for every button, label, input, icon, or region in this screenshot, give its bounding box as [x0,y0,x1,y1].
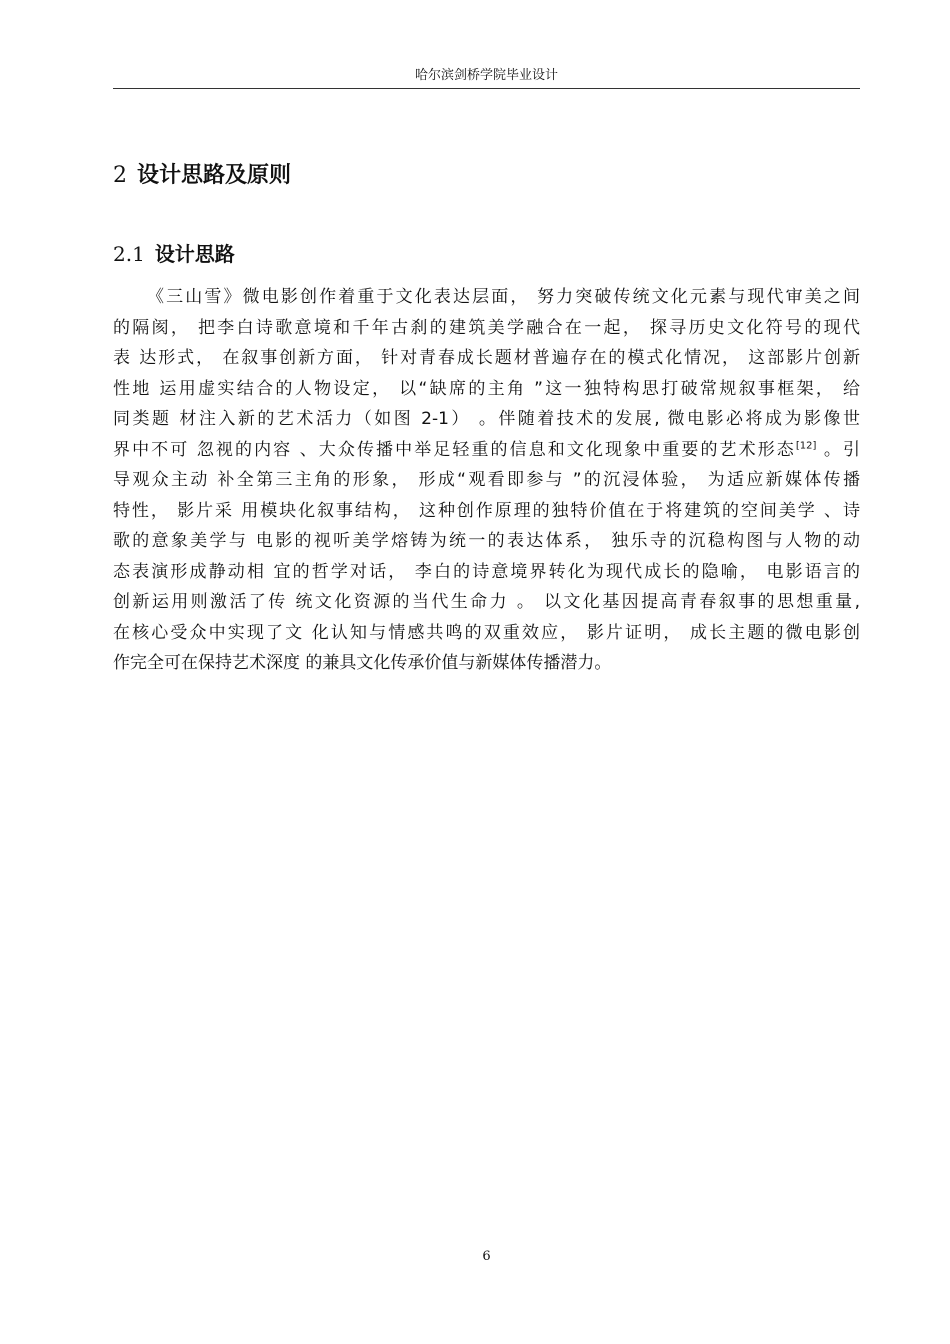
section-heading [113,238,235,267]
paragraph-line: 导观众主动 补全第三主角的形象， 形成“观看即参与 ”的沉浸体验， 为适应新媒体传播 [113,470,860,490]
section-title: 设计思路 [154,242,235,266]
page-number: 6 [482,1249,491,1264]
header-divider [113,88,860,89]
paragraph-line: 《三山雪》微电影创作着重于文化表达层面， 努力突破传统文化元素与现代审美之间 [147,287,860,307]
paragraph-line: 歌的意象美学与 电影的视听美学熔铸为统一的表达体系， 独乐寺的沉稳构图与人物的动 [113,531,860,551]
body-paragraph [113,282,860,679]
running-header: 哈尔滨剑桥学院毕业设计 [414,68,558,83]
chapter-number: 2 [113,163,127,188]
paragraph-line: 的隔阂， 把李白诗歌意境和千年古刹的建筑美学融合在一起， 探寻历史文化符号的现代 [113,317,860,338]
citation-marker: [12] [795,439,817,451]
section-number: 2.1 [113,242,145,266]
paragraph-line: 同类题 材注入新的艺术活力（如图 2-1） 。伴随着技术的发展, 微电影必将成为影像世 [113,409,860,429]
paragraph-line-text: 界中不可 忽视的内容 、大众传播中举足轻重的信息和文化现象中重要的艺术形态 [113,439,796,460]
chapter-heading [113,158,291,189]
paragraph-line: 特性， 影片采 用模块化叙事结构， 这种创作原理的独特价值在于将建筑的空间美学 、诗 [113,500,860,521]
paragraph-line-with-citation [113,435,860,466]
paragraph-line-tail: 。引 [816,439,860,460]
paragraph-line: 性地 运用虚实结合的人物设定， 以“缺席的主角 ”这一独特构思打破常规叙事框架， 给 [113,378,860,399]
paragraph-line: 作完全可在保持艺术深度 的兼具文化传承价值与新媒体传播潜力。 [113,653,612,673]
paragraph-line: 态表演形成静动相 宜的哲学对话， 李白的诗意境界转化为现代成长的隐喻， 电影语言的 [113,561,860,582]
chapter-title: 设计思路及原则 [137,163,292,188]
paragraph-line: 表 达形式， 在叙事创新方面， 针对青春成长题材普遍存在的模式化情况， 这部影片创新 [113,348,860,368]
paragraph-line: 创新运用则激活了传 统文化资源的当代生命力 。 以文化基因提高青春叙事的思想重量, [113,592,860,612]
paragraph-line: 在核心受众中实现了文 化认知与情感共鸣的双重效应， 影片证明， 成长主题的微电影创 [113,622,860,643]
